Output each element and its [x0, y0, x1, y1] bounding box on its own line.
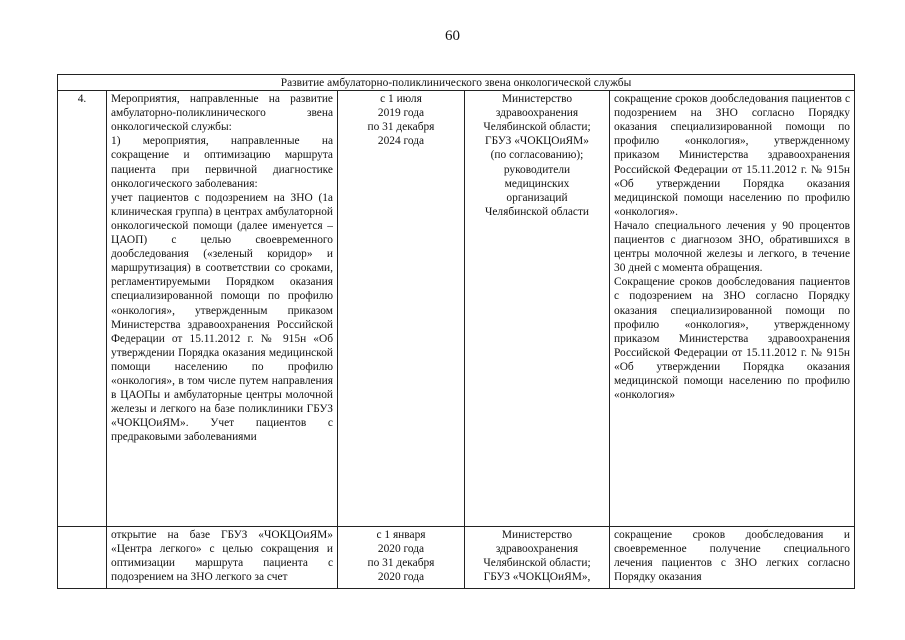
dates-cell [338, 91, 465, 527]
responsible-line: (по согласованию); [490, 149, 584, 162]
responsible-line: здравоохранения [495, 543, 579, 556]
row-number [58, 527, 107, 589]
date-line: 2020 года [377, 543, 425, 556]
date-line: 2020 года [377, 571, 425, 584]
date-line: по 31 декабря [367, 557, 435, 570]
responsible-line: Челябинской области; [483, 121, 591, 134]
date-line: с 1 июля [380, 93, 422, 106]
activity-paragraph: открытие на базе ГБУЗ «ЧОКЦОиЯМ» «Центра легкого» с целью сокращения и оптимизации маршрута пациента с подозрением на ЗНО легкого за счет [111, 529, 333, 584]
date-line: 2019 года [377, 107, 425, 120]
responsible-cell [465, 527, 610, 589]
activity-cell [107, 527, 338, 589]
responsible-line: ГБУЗ «ЧОКЦОиЯМ», [483, 571, 591, 584]
responsible-line: Министерство [501, 93, 573, 106]
table-row [58, 91, 855, 527]
responsible-cell [465, 91, 610, 527]
date-line: с 1 января [376, 529, 426, 542]
activity-cell [107, 91, 338, 527]
activity-paragraph: Мероприятия, направленные на развитие амбулаторно-поликлинического звена онкологической службы: [111, 93, 333, 134]
row-number: 4. [58, 91, 107, 527]
result-paragraph: сокращение сроков дообследования и своевременное получение специального лечения пациентов с ЗНО легких согласно Порядку оказания [614, 529, 850, 584]
responsible-line: здравоохранения [495, 107, 579, 120]
results-cell [610, 527, 855, 589]
measures-table [57, 74, 855, 589]
activity-paragraph: учет пациентов с подозрением на ЗНО (1а клиническая группа) в центрах амбулаторной онкологической помощи (далее именуется – ЦАОП) с целью своевременного дообследования («зеленый коридор» и маршрутизация) в соответствии со сроками, регламентируемыми Порядком оказания специализированной помощи по профилю «онкология», утвержденным приказом Министерства здравоохранения Российской Федерации от 15.11.2012 г. № 915н «Об утверждении Порядка оказания медицинской помощи населению по профилю «онкология», в том числе путем направления в ЦАОПы и амбулаторные центры молочной железы и легкого на базе поликлиники ГБУЗ «ЧОКЦОиЯМ». Учет пациентов с предраковыми заболеваниями [111, 191, 333, 444]
section-title: Развитие амбулаторно-поликлинического звена онкологической службы [58, 75, 855, 91]
date-line: по 31 декабря [367, 121, 435, 134]
section-header-row [58, 75, 855, 91]
date-line: 2024 года [377, 135, 425, 148]
responsible-line: Министерство [501, 529, 573, 542]
responsible-line: организаций [506, 191, 568, 204]
responsible-line: Челябинской области [484, 205, 590, 218]
result-paragraph: Сокращение сроков дообследования пациентов с подозрением на ЗНО согласно Порядку оказания специализированной помощи по профилю «онкология», утвержденному приказом Министерства здравоохранения Российской Федерации от 15.11.2012 г. № 915н «Об утверждении Порядка оказания медицинской помощи населению по профилю «онкология» [614, 276, 850, 402]
table-row [58, 527, 855, 589]
responsible-line: медицинских [504, 177, 570, 190]
dates-cell [338, 527, 465, 589]
responsible-line: Челябинской области; [483, 557, 591, 570]
responsible-line: ГБУЗ «ЧОКЦОиЯМ» [485, 135, 589, 148]
results-cell [610, 91, 855, 527]
result-paragraph: сокращение сроков дообследования пациентов с подозрением на ЗНО согласно Порядку оказания специализированной помощи по профилю «онкология», утвержденному приказом Министерства здравоохранения Российской Федерации от 15.11.2012 г. № 915н «Об утверждении Порядка оказания медицинской помощи населению по профилю «онкология». [614, 93, 850, 218]
responsible-line: руководители [503, 163, 571, 176]
page-number: 60 [445, 28, 460, 44]
activity-paragraph: 1) мероприятия, направленные на сокращение и оптимизацию маршрута пациента при первичной диагностике онкологического заболевания: [111, 135, 333, 190]
result-paragraph: Начало специального лечения у 90 процентов пациентов с диагнозом ЗНО, обратившихся в центры молочной железы и легкого, в течение 30 дней с момента обращения. [614, 219, 850, 275]
